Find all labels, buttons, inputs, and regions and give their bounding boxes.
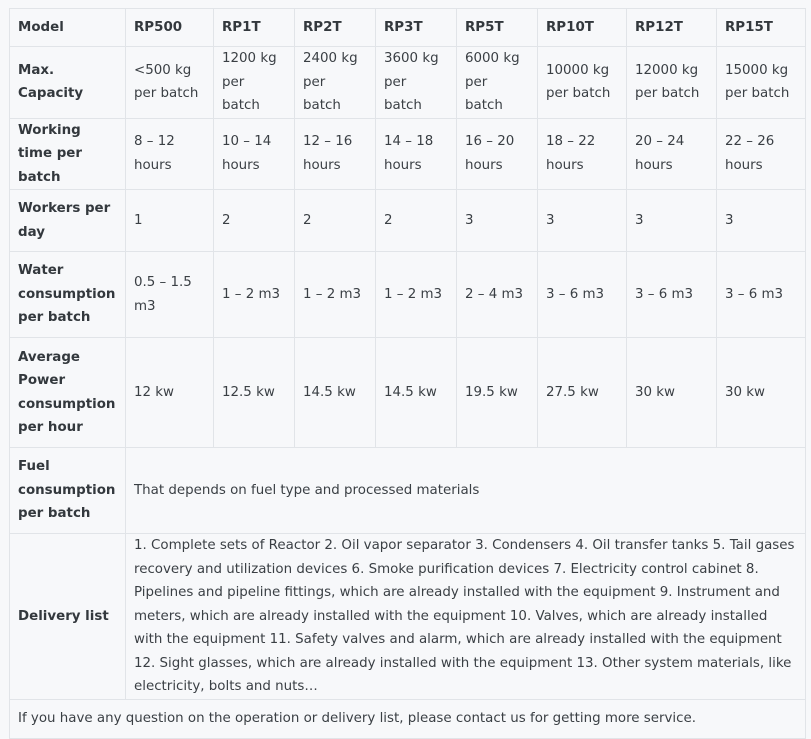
row-label: Fuel consumption per batch	[10, 448, 126, 534]
model-header: RP5T	[457, 9, 538, 47]
table-cell: 14 – 18 hours	[376, 118, 457, 190]
table-cell: 3	[717, 190, 806, 252]
table-row	[10, 118, 806, 190]
row-label: Water consumption per batch	[10, 252, 126, 338]
table-cell: 1 – 2 m3	[295, 252, 376, 338]
table-cell: 12.5 kw	[214, 338, 295, 448]
model-header: RP3T	[376, 9, 457, 47]
model-header: RP12T	[627, 9, 717, 47]
model-header: RP1T	[214, 9, 295, 47]
table-cell: 2400 kg per batch	[295, 47, 376, 119]
row-label: Average Power consumption per hour	[10, 338, 126, 448]
table-cell: 3 – 6 m3	[538, 252, 627, 338]
model-header: RP10T	[538, 9, 627, 47]
table-cell: 16 – 20 hours	[457, 118, 538, 190]
model-header: RP15T	[717, 9, 806, 47]
table-row	[10, 47, 806, 119]
table-cell: <500 kg per batch	[126, 47, 214, 119]
table-row	[10, 338, 806, 448]
table-cell: 14.5 kw	[376, 338, 457, 448]
fuel-value: That depends on fuel type and processed materials	[126, 448, 806, 534]
row-label: Working time per batch	[10, 118, 126, 190]
table-cell: 2 – 4 m3	[457, 252, 538, 338]
table-cell: 12000 kg per batch	[627, 47, 717, 119]
table-cell: 2	[214, 190, 295, 252]
table-cell: 19.5 kw	[457, 338, 538, 448]
table-cell: 30 kw	[717, 338, 806, 448]
table-cell: 1 – 2 m3	[376, 252, 457, 338]
table-cell: 3	[627, 190, 717, 252]
footer-note: If you have any question on the operation or delivery list, please contact us for getting more service.	[10, 699, 806, 738]
fuel-row	[10, 448, 806, 534]
table-cell: 14.5 kw	[295, 338, 376, 448]
table-cell: 12 – 16 hours	[295, 118, 376, 190]
model-header: RP2T	[295, 9, 376, 47]
row-label: Delivery list	[10, 534, 126, 700]
table-cell: 3	[538, 190, 627, 252]
table-cell: 15000 kg per batch	[717, 47, 806, 119]
table-row	[10, 252, 806, 338]
row-label: Workers per day	[10, 190, 126, 252]
row-label: Max. Capacity	[10, 47, 126, 119]
header-label: Model	[10, 9, 126, 47]
table-cell: 0.5 – 1.5 m3	[126, 252, 214, 338]
table-cell: 2	[295, 190, 376, 252]
spec-table	[9, 8, 806, 739]
table-cell: 20 – 24 hours	[627, 118, 717, 190]
table-cell: 1	[126, 190, 214, 252]
table-row	[10, 190, 806, 252]
table-cell: 3 – 6 m3	[627, 252, 717, 338]
table-cell: 30 kw	[627, 338, 717, 448]
table-cell: 12 kw	[126, 338, 214, 448]
table-cell: 3	[457, 190, 538, 252]
delivery-row	[10, 534, 806, 700]
table-cell: 2	[376, 190, 457, 252]
table-cell: 22 – 26 hours	[717, 118, 806, 190]
table-cell: 8 – 12 hours	[126, 118, 214, 190]
table-cell: 10 – 14 hours	[214, 118, 295, 190]
table-cell: 10000 kg per batch	[538, 47, 627, 119]
table-cell: 3600 kg per batch	[376, 47, 457, 119]
delivery-list-text: 1. Complete sets of Reactor 2. Oil vapor separator 3. Condensers 4. Oil transfer tanks 5. Tail gases recovery and utilization devices 6. Smoke purification devices 7. Electricity control cabinet 8. Pipelines and pipeline fittings, which are already installed with the equipment 9. Instrument and meters, which are already installed with the equipment 10. Valves, which are already installed with the equipment 11. Safety valves and alarm, which are already installed with the equipment 12. Sight glasses, which are already installed with the equipment 13. Other system materials, like electricity, bolts and nuts…	[126, 534, 806, 700]
table-cell: 3 – 6 m3	[717, 252, 806, 338]
table-cell: 1 – 2 m3	[214, 252, 295, 338]
model-header: RP500	[126, 9, 214, 47]
table-cell: 27.5 kw	[538, 338, 627, 448]
header-row	[10, 9, 806, 47]
table-cell: 18 – 22 hours	[538, 118, 627, 190]
table-cell: 6000 kg per batch	[457, 47, 538, 119]
footer-row	[10, 699, 806, 738]
table-cell: 1200 kg per batch	[214, 47, 295, 119]
